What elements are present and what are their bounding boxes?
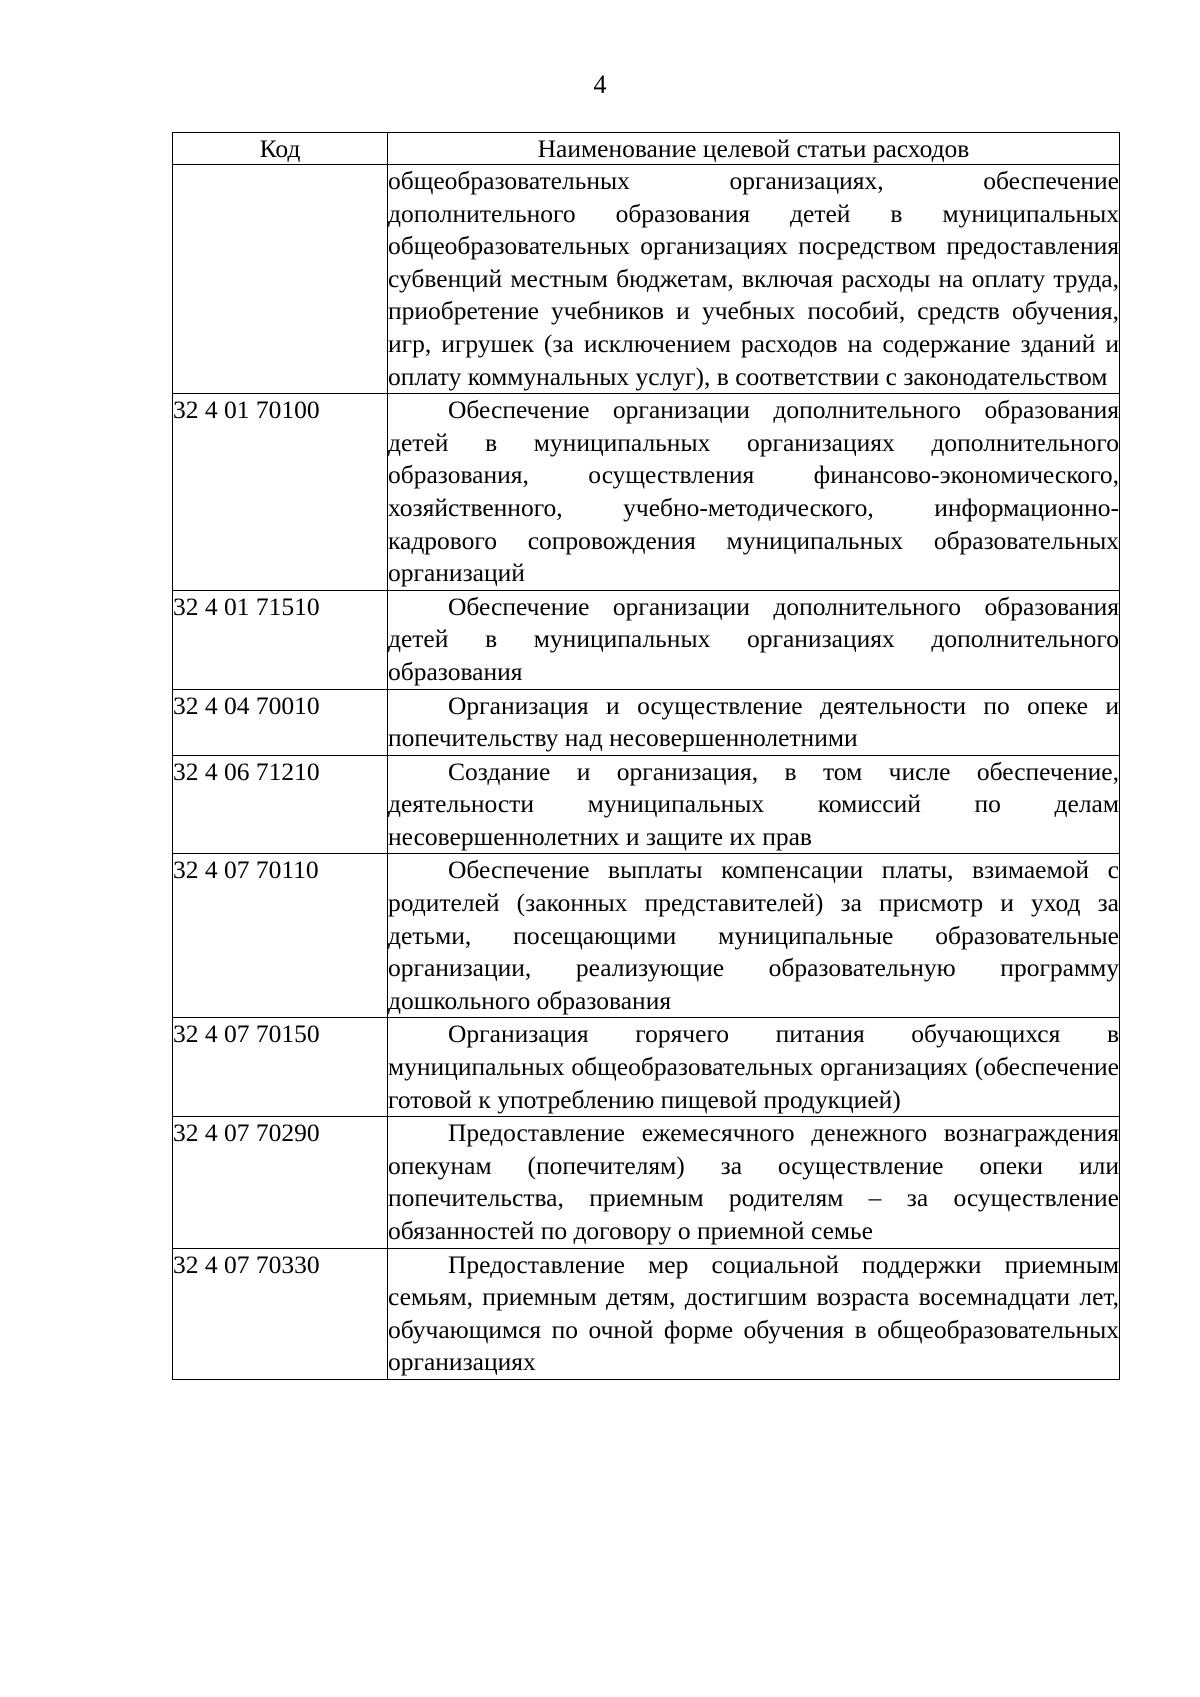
row-name bbox=[388, 755, 1120, 854]
row-code: 32 4 07 70330 bbox=[173, 1248, 388, 1379]
row-code: 32 4 01 70100 bbox=[173, 394, 388, 591]
page-number: 4 bbox=[593, 70, 607, 99]
row-name bbox=[388, 590, 1120, 689]
table-row bbox=[173, 1248, 1120, 1379]
table-row bbox=[173, 394, 1120, 591]
table-row bbox=[173, 755, 1120, 854]
header-name: Наименование целевой статьи расходов bbox=[388, 133, 1120, 165]
row-name-text: Организация горячего питания обучающихся в муниципальных общеобразовательных организациях (обеспечение готовой к употреблению пищевой продукцией) bbox=[388, 1019, 1119, 1114]
row-name-text: Создание и организация, в том числе обеспечение, деятельности муниципальных комиссий по делам несовершеннолетних и защите их прав bbox=[388, 756, 1119, 851]
row-code: 32 4 06 71210 bbox=[173, 755, 388, 854]
table-row bbox=[173, 1018, 1120, 1117]
row-name-text: Обеспечение выплаты компенсации платы, взимаемой с родителей (законных представителей) за присмотр и уход за детьми, посещающими муниципальные образовательные организации, реализующие образовательную программу дошкольного образования bbox=[388, 855, 1119, 1015]
row-name-text: Организация и осуществление деятельности по опеке и попечительству над несовершеннолетними bbox=[388, 690, 1119, 753]
row-code: 32 4 07 70290 bbox=[173, 1117, 388, 1248]
table-row bbox=[173, 165, 1120, 394]
row-code: 32 4 07 70150 bbox=[173, 1018, 388, 1117]
table-row bbox=[173, 1117, 1120, 1248]
table-row bbox=[173, 590, 1120, 689]
row-name bbox=[388, 1248, 1120, 1379]
row-name bbox=[388, 394, 1120, 591]
row-code: 32 4 07 70110 bbox=[173, 854, 388, 1018]
table-header-row bbox=[173, 133, 1120, 165]
table-row bbox=[173, 689, 1120, 755]
row-name bbox=[388, 854, 1120, 1018]
row-name-text: Предоставление ежемесячного денежного вознаграждения опекунам (попечителям) за осуществление опеки или попечительства, приемным родителям – за осуществление обязанностей по договору о приемной семье bbox=[388, 1118, 1119, 1245]
row-code bbox=[173, 165, 388, 394]
budget-items-table bbox=[172, 132, 1120, 1380]
row-code: 32 4 01 71510 bbox=[173, 590, 388, 689]
row-name bbox=[388, 165, 1120, 394]
header-code: Код bbox=[173, 133, 388, 165]
row-name-text: Предоставление мер социальной поддержки приемным семьям, приемным детям, достигшим возраста восемнадцати лет, обучающимся по очной форме обучения в общеобразовательных организациях bbox=[388, 1249, 1119, 1377]
table-row bbox=[173, 854, 1120, 1018]
row-name-text: общеобразовательных организациях, обеспечение дополнительного образования детей в муниципальных общеобразовательных организациях посредством предоставления субвенций местным бюджетам, включая расходы на оплату труда, приобретение учебников и учебных пособий, средств обучения, игр, игрушек (за исключением расходов на содержание зданий и оплату коммунальных услуг), в соответствии с законодательством bbox=[388, 166, 1119, 391]
row-code: 32 4 04 70010 bbox=[173, 689, 388, 755]
row-name bbox=[388, 689, 1120, 755]
row-name bbox=[388, 1117, 1120, 1248]
row-name bbox=[388, 1018, 1120, 1117]
row-name-text: Обеспечение организации дополнительного образования детей в муниципальных организациях дополнительного образования bbox=[388, 591, 1119, 686]
row-name-text: Обеспечение организации дополнительного образования детей в муниципальных организациях дополнительного образования, осуществления финансово-экономического, хозяйственного, учебно-методического, информационно-кадрового сопровождения муниципальных образовательных организаций bbox=[388, 395, 1119, 588]
